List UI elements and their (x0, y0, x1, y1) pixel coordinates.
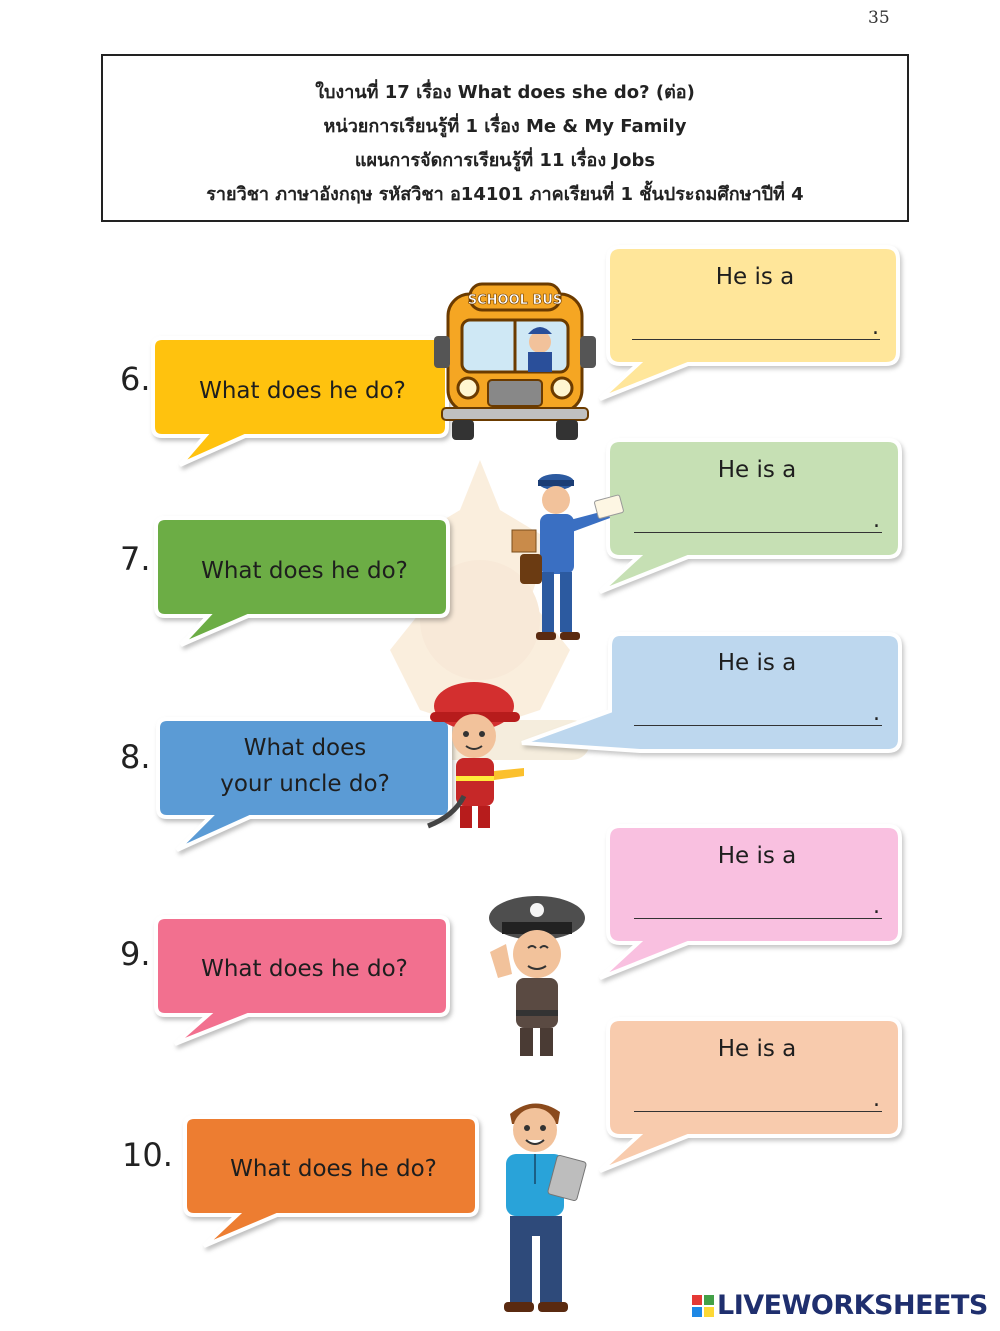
answer-prompt: He is a (717, 457, 797, 483)
answer-period: . (873, 894, 880, 919)
answer-input[interactable] (634, 892, 882, 919)
header-line-unit: หน่วยการเรียนรู้ที่ 1 เรื่อง Me & My Family (323, 116, 687, 137)
item-number: 6. (120, 360, 151, 398)
question-line: What does (243, 735, 367, 761)
answer-period: . (873, 701, 880, 726)
worksheet-header (101, 54, 909, 222)
liveworksheets-logo (692, 1290, 988, 1321)
answer-input[interactable] (634, 506, 882, 533)
item-number: 9. (120, 935, 151, 973)
item-number: 7. (120, 540, 151, 578)
question-text (160, 726, 450, 806)
header-line-plan: แผนการจัดการเรียนรู้ที่ 11 เรื่อง Jobs (354, 150, 656, 171)
answer-input[interactable] (634, 1085, 882, 1112)
police-officer-illustration (482, 888, 592, 1063)
firefighter-illustration (424, 676, 534, 836)
answer-period: . (872, 315, 879, 340)
item-number: 8. (120, 738, 151, 776)
answer-period: . (873, 1087, 880, 1112)
item-number: 10. (122, 1136, 173, 1174)
answer-prompt: He is a (717, 843, 797, 869)
question-text: What does he do? (199, 377, 406, 404)
logo-square (704, 1307, 714, 1317)
answer-input[interactable] (632, 313, 880, 340)
header-line-subject: รายวิชา ภาษาอังกฤษ รหัสวิชา อ14101 ภาคเรียนที่ 1 ชั้นประถมศึกษาปีที่ 4 (206, 184, 804, 205)
bus-sign-text: SCHOOL BUS (467, 293, 563, 308)
answer-prompt: He is a (717, 650, 797, 676)
question-text: What does he do? (201, 557, 408, 584)
answer-prompt: He is a (715, 264, 795, 290)
answer-period: . (873, 508, 880, 533)
logo-square (692, 1295, 702, 1305)
logo-text: LIVEWORKSHEETS (717, 1290, 988, 1321)
logo-square (704, 1295, 714, 1305)
logo-mark-icon (692, 1295, 714, 1317)
school-bus-illustration (430, 276, 600, 446)
logo-square (692, 1307, 702, 1317)
answer-prompt: He is a (717, 1036, 797, 1062)
coach-illustration (490, 1094, 600, 1319)
question-line: your uncle do? (220, 771, 390, 797)
page-number: 35 (868, 8, 890, 28)
answer-input[interactable] (634, 699, 882, 726)
question-text: What does he do? (230, 1155, 437, 1182)
postman-illustration (508, 470, 628, 655)
header-line-title: ใบงานที่ 17 เรื่อง What does she do? (ต่อ) (315, 82, 695, 103)
question-text: What does he do? (201, 955, 408, 982)
